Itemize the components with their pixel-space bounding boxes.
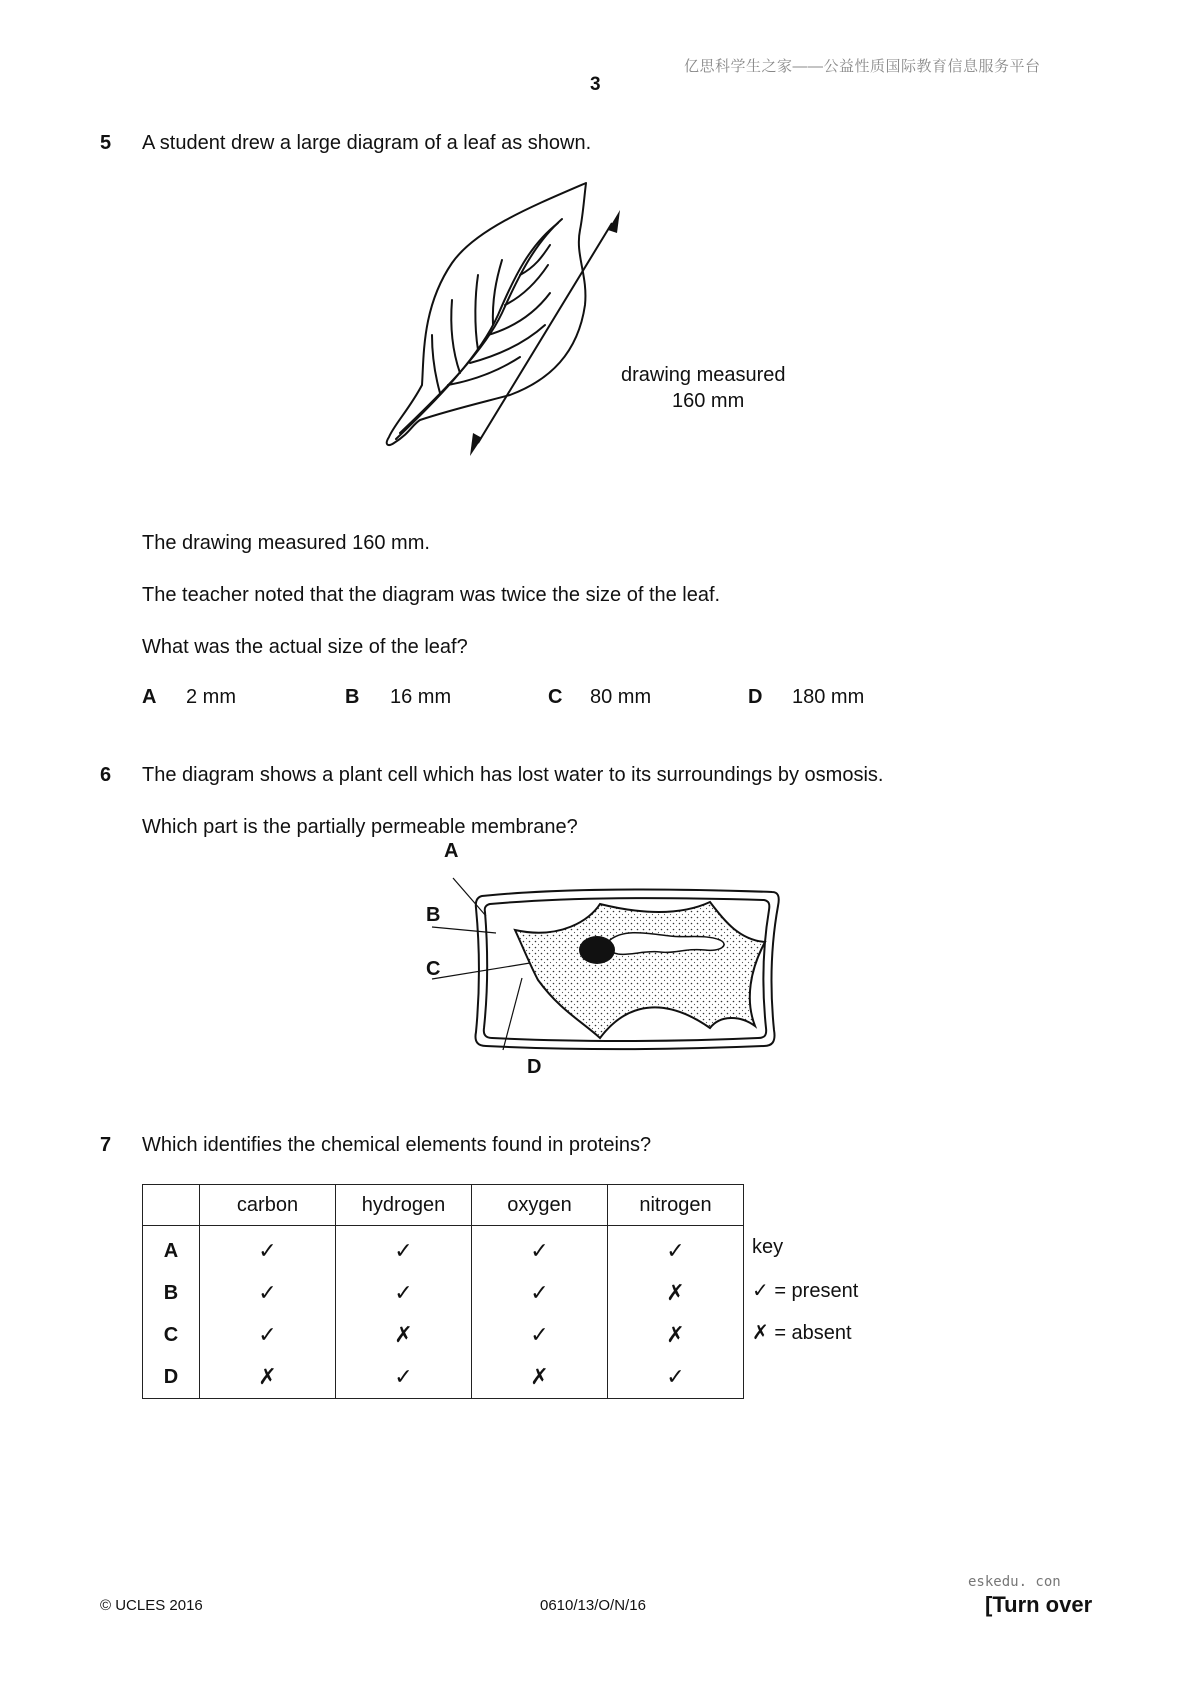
table-cell: ✓ [200,1226,336,1273]
question-7-question: Which identifies the chemical elements found in proteins? [142,1134,652,1156]
table-cell: ✗ [472,1356,608,1399]
row-label: C [143,1314,200,1356]
q5-option-c-letter: C [548,686,563,708]
question-7-number: 7 [100,1134,112,1156]
elements-table [142,1184,744,1399]
leaf-midrib [396,223,558,439]
key-absent: ✗ = absent [752,1322,852,1344]
table-row [143,1272,744,1314]
question-5-question: What was the actual size of the leaf? [142,636,468,658]
table-cell: ✓ [472,1226,608,1273]
table-header-carbon: carbon [200,1185,336,1226]
cell-label-d: D [527,1056,542,1078]
table-header-blank [143,1185,200,1226]
table-cell: ✗ [608,1272,744,1314]
row-label: D [143,1356,200,1399]
table-cell: ✓ [200,1272,336,1314]
q5-option-a-letter: A [142,686,157,708]
question-6-intro: The diagram shows a plant cell which has lost water to its surroundings by osmosis. [142,764,884,786]
row-label: B [143,1272,200,1314]
q5-option-b-letter: B [345,686,360,708]
table-row [143,1226,744,1273]
leaf-measure-label-1: drawing measured [621,364,786,386]
question-6-question: Which part is the partially permeable membrane? [142,816,578,838]
plant-cell-diagram [420,850,800,1090]
table-header-hydrogen: hydrogen [336,1185,472,1226]
table-row [143,1314,744,1356]
question-5-intro: A student drew a large diagram of a leaf as shown. [142,132,592,154]
question-6-number: 6 [100,764,112,786]
table-header-oxygen: oxygen [472,1185,608,1226]
table-cell: ✓ [336,1356,472,1399]
q5-option-b-value: 16 mm [390,686,452,708]
row-label: A [143,1226,200,1273]
question-5-line-1: The drawing measured 160 mm. [142,532,430,554]
table-cell: ✗ [336,1314,472,1356]
table-header-nitrogen: nitrogen [608,1185,744,1226]
cell-label-a: A [444,840,459,862]
table-cell: ✓ [608,1226,744,1273]
table-cell: ✓ [200,1314,336,1356]
q5-option-c-value: 80 mm [590,686,652,708]
table-cell: ✓ [336,1226,472,1273]
q5-option-d-value: 180 mm [792,686,865,708]
table-cell: ✗ [200,1356,336,1399]
page-number: 3 [590,74,601,95]
question-5-line-2: The teacher noted that the diagram was twice the size of the leaf. [142,584,721,606]
table-header-row [143,1185,744,1226]
q5-option-d-letter: D [748,686,763,708]
cell-label-c: C [426,958,441,980]
key-present: ✓ = present [752,1280,859,1302]
footer-watermark: eskedu. con [968,1574,1061,1590]
nucleus [579,936,615,964]
table-cell: ✓ [336,1272,472,1314]
header-watermark: 亿思科学生之家——公益性质国际教育信息服务平台 [684,58,1041,75]
leaf-measure-label-2: 160 mm [672,390,745,412]
table-row [143,1356,744,1399]
footer-copyright: © UCLES 2016 [100,1597,203,1614]
leaf-diagram [380,175,810,495]
table-cell: ✓ [472,1314,608,1356]
footer-paper-code: 0610/13/O/N/16 [540,1597,646,1614]
question-5-number: 5 [100,132,112,154]
cell-membrane [515,902,765,1038]
q5-option-a-value: 2 mm [186,686,236,708]
table-cell: ✓ [608,1356,744,1399]
turn-over: [Turn over [985,1592,1093,1617]
key-title: key [752,1236,784,1258]
cell-label-b: B [426,904,441,926]
table-cell: ✓ [472,1272,608,1314]
table-cell: ✗ [608,1314,744,1356]
